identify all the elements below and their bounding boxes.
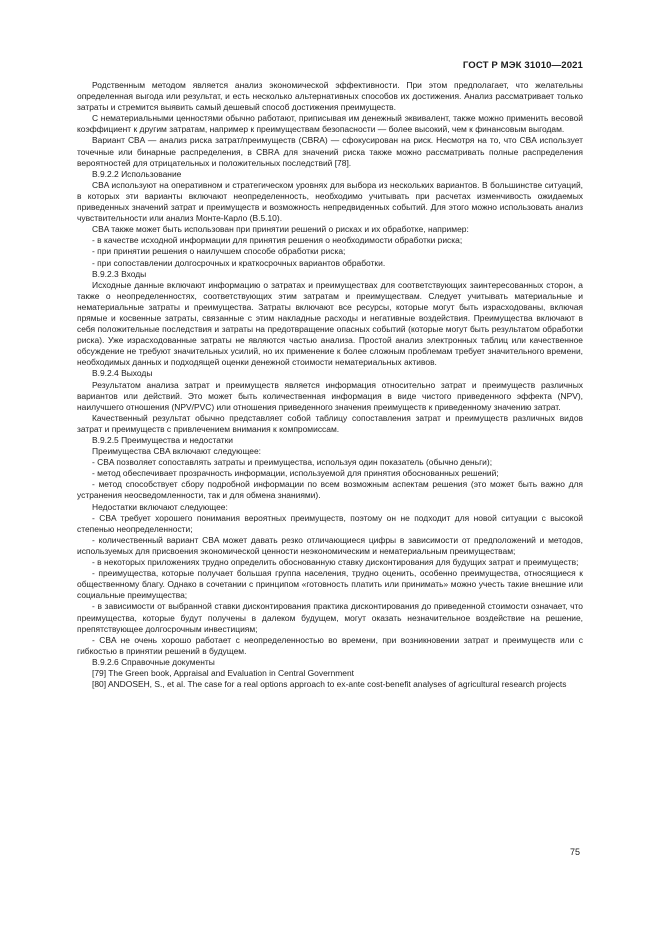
section-heading: В.9.2.5 Преимущества и недостатки xyxy=(92,435,234,445)
section-heading: В.9.2.4 Выходы xyxy=(92,368,153,379)
list-item: - метод обеспечивает прозрачность информации, используемой для принятия обоснованных решений; xyxy=(92,468,499,479)
paragraph: Вариант CBA — анализ риска затрат/преимуществ (CBRA) — сфокусирован на риск. Несмотря на то, что CBA использует точечные или бинарные распределения, в CBRA для значений риска также можно рассматривать полные распределения вероятностей для отрицательных и положительных последствий [78]. xyxy=(77,135,583,168)
paragraph: Результатом анализа затрат и преимуществ является информация относительно затрат и преимуществ различных вариантов или действий. Это может быть количественная информация в виде чистого приведенного эффекта (NPV), наилучшего отношения (NPV/PVC) или отношения приведенного значения преимуществ к приведенному значению затрат. xyxy=(77,379,583,412)
list-item: - при сопоставлении долгосрочных и краткосрочных вариантов обработки. xyxy=(92,257,386,268)
paragraph: С нематериальными ценностями обычно работают, приписывая им денежный эквивалент, также можно применить весовой коэффициент к другим затратам, например к преимуществам безопасности — более высокий, чем к финансовым выгодам. xyxy=(77,113,583,135)
reference-item: [79] The Green book, Appraisal and Evaluation in Central Government xyxy=(92,667,355,678)
list-item: - в некоторых приложениях трудно определить обоснованную ставку дисконтирования для будущих затрат и преимуществ; xyxy=(92,557,579,568)
section-heading: В.9.2.3 Входы xyxy=(92,268,147,279)
section-heading: В.9.2.2 Использование xyxy=(92,168,182,179)
list-item: - количественный вариант CBA может давать резко отличающиеся цифры в зависимости от предположений и методов, используемых для присвоения экономической ценности неэкономическим и нематериальным преимуществам; xyxy=(77,534,583,556)
list-item: - преимущества, которые получает большая группа населения, трудно оценить, особенно преимущества, относящиеся к общественному благу. Однако в сочетании с принципом «готовность платить или принимать» можно учесть такие внешние или социальные преимущества; xyxy=(77,568,583,601)
page-body xyxy=(77,80,583,690)
section-heading: В.9.2.6 Справочные документы xyxy=(92,656,215,667)
list-item: - метод способствует сбору подробной информации по всем возможным аспектам решения (это может быть важно для устранения неосведомленности, так и для обмена знаниями). xyxy=(77,479,583,501)
paragraph: Качественный результат обычно представляет собой таблицу сопоставления затрат и преимуществ различных видов затрат и преимуществ с привлечением внимания к компромиссам. xyxy=(77,412,583,434)
paragraph: Недостатки включают следующее: xyxy=(92,501,228,512)
paragraph: Исходные данные включают информацию о затратах и преимуществах для соответствующих заинтересованных сторон, а также о неопределенностях, соответствующих этим затратам и преимуществам. Следует учитывать материальные и нематериальные затраты и преимущества. Затраты включают все ресурсы, которые могут быть израсходованы, включая прямые и косвенные затраты, связанные с этим накладные расходы и негативные воздействия. Преимущества включают в себя положительные последствия и затраты на предотвращение опасных событий (которые могут быть результатом обработки риска). Уже израсходованные затраты не являются частью анализа. Простой анализ электронных таблиц или качественное обсуждение не требуют значительных усилий, но их применение к более сложным проблемам требует значительного времени, необходимых данных и подходящей оценки денежной стоимости нематериальных активов. xyxy=(77,279,583,368)
paragraph: CBA также может быть использован при принятии решений о рисках и их обработке, например: xyxy=(92,224,469,235)
page-number: 75 xyxy=(569,847,580,857)
list-item: - CBA требует хорошего понимания вероятных преимуществ, поэтому он не подходит для новой ситуации с высокой степенью неопределенности; xyxy=(77,512,583,534)
paragraph: Родственным методом является анализ экономической эффективности. При этом предполагает, что желательны определенная выгода или результат, и есть несколько альтернативных способов их достижения. Анализ рассматривает только затраты и стремится выявить самый дешевый способ достижения преимуществ. xyxy=(77,80,583,113)
list-item: - при принятии решения о наилучшем способе обработки риска; xyxy=(92,246,346,257)
reference-item: [80] ANDOSEH, S., et al. The case for a real options approach to ex-ante cost-benefit analyses of agricultural research projects xyxy=(92,679,567,690)
list-item: - CBA позволяет сопоставлять затраты и преимущества, используя один показатель (обычно деньги); xyxy=(92,457,493,468)
list-item: - в качестве исходной информации для принятия решения о необходимости обработки риска; xyxy=(92,235,463,246)
document-code-header: ГОСТ Р МЭК 31010—2021 xyxy=(462,60,583,71)
list-item: - в зависимости от выбранной ставки дисконтирования практика дисконтирования до приведенной стоимости означает, что преимущества, которые будут получены в далеком будущем, могут оказать незначительное воздействие на решение, препятствующее долгосрочным инвестициям; xyxy=(77,601,583,634)
list-item: - CBA не очень хорошо работает с неопределенностью во времени, при возникновении затрат и преимуществ или с гибкостью в принятии решений в будущем. xyxy=(77,634,583,656)
paragraph: CBA используют на оперативном и стратегическом уровнях для выбора из нескольких вариантов. В большинстве ситуаций, в которых эти варианты включают неопределенность, необходимо учитывать при расчетах изменчивость ожидаемых приведенных значений затрат и преимуществ и возможность непредвиденных событий. Для этого можно использовать анализ чувствительности или анализ Монте-Карло (В.5.10). xyxy=(77,179,583,224)
paragraph: Преимущества CBA включают следующее: xyxy=(92,446,262,457)
